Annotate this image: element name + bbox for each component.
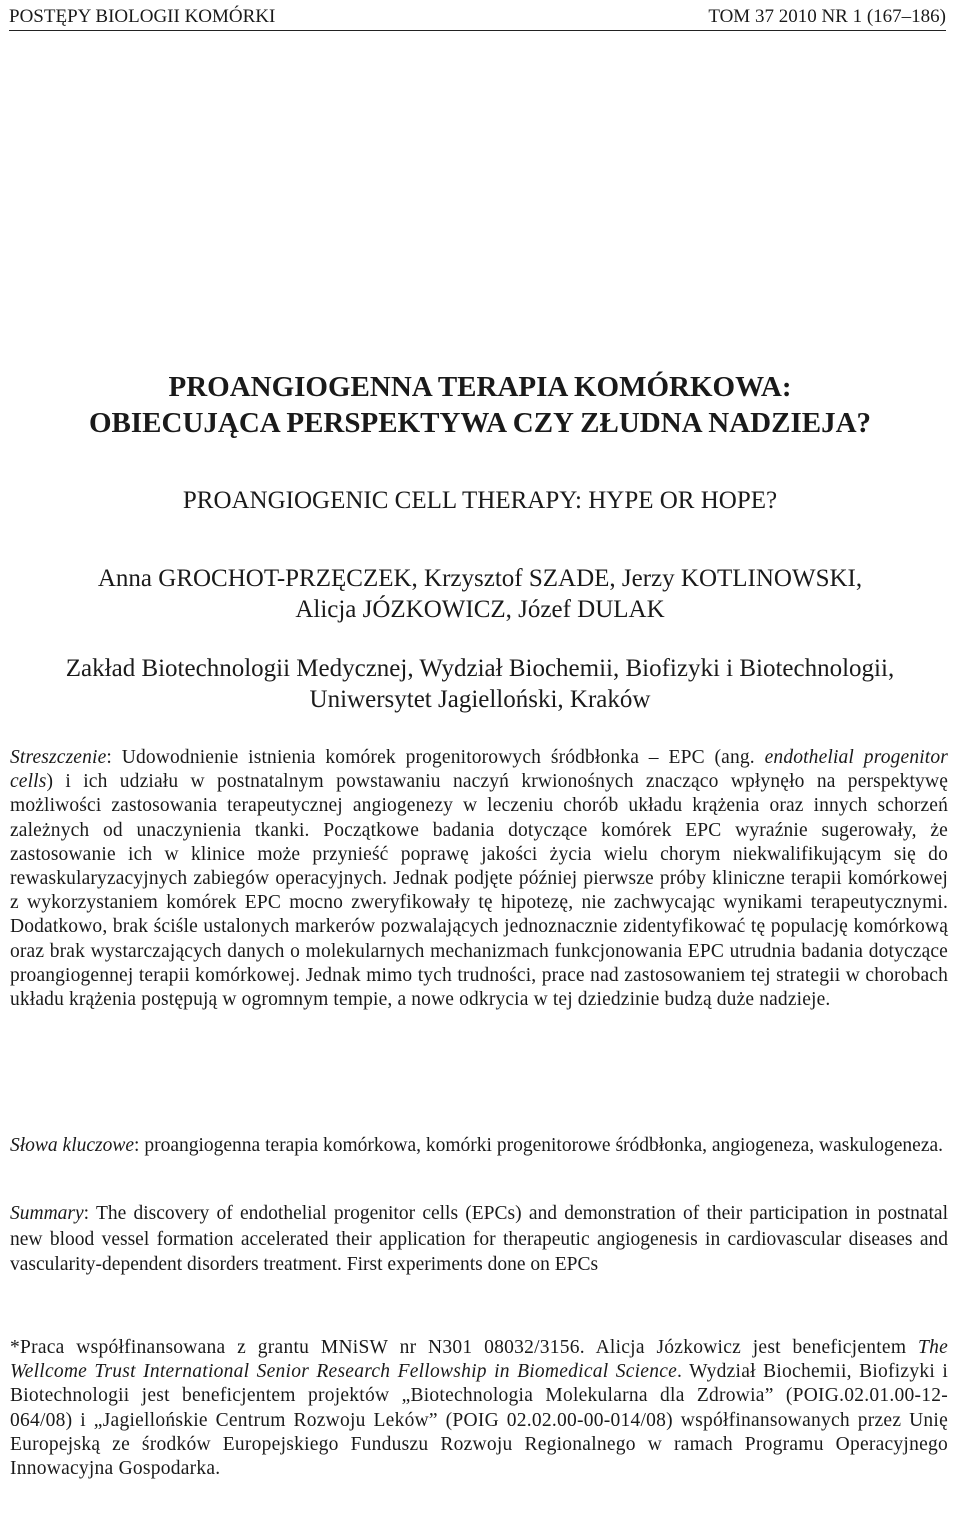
english-title: PROANGIOGENIC CELL THERAPY: HYPE OR HOPE? <box>182 487 778 514</box>
abstract-text-1: : Udowodnienie istnienia komórek progenitorowych śródbłonka – EPC (ang. <box>106 747 765 768</box>
authors-line-2: Alicja JÓZKOWICZ, Józef DULAK <box>295 596 665 623</box>
summary-text: : The discovery of endothelial progenitor cells (EPCs) and demonstration of their participation in postnatal new blood vessel formation accelerated their application for therapeutic angiogenesis in cardiovascular diseases and vascularity-dependent disorders treatment. First experiments done on EPCs <box>10 1203 948 1275</box>
title-line-1: PROANGIOGENNA TERAPIA KOMÓRKOWA: <box>168 371 792 403</box>
title-line-2: OBIECUJĄCA PERSPEKTYWA CZY ZŁUDNA NADZIEJA? <box>88 407 872 439</box>
abstract-italic-term: endothelial progenitor cells <box>10 747 948 793</box>
affiliation <box>0 653 960 715</box>
footnote-text-1: *Praca współfinansowana z grantu MNiSW nr N301 08032/3156. Alicja Józkowicz jest beneficjentem <box>10 1337 918 1358</box>
keywords <box>10 1134 948 1158</box>
keywords-label: Słowa kluczowe <box>10 1135 135 1156</box>
running-header <box>9 6 946 31</box>
article-title <box>0 369 960 441</box>
funding-footnote <box>10 1336 948 1481</box>
summary-en <box>10 1201 948 1278</box>
abstract-text-2: ) i ich udziału w postnatalnym powstawaniu naczyń krwionośnych znacząco wpłynęło na perspektywę możliwości zastosowania terapeutycznej angiogenezy w leczeniu chorób układu krążenia oraz innych schorzeń zależnych od unaczynienia tkanki. Początkowe badania dotyczące komórek EPC wyraźnie sugerowały, że zastosowanie ich w klinice może przynieść poprawę jakości życia wielu chorym niekwalifikującym się do rewaskularyzacyjnych zabiegów operacyjnych. Jednak podjęte później pierwsze próby kliniczne terapii komórkowej z wykorzystaniem komórek EPC mocno zweryfikowały tę hipotezę, nie zachwycając wynikami terapeutycznymi. Dodatkowo, brak ściśle ustalonych markerów pozwalających jednoznacznie zidentyfikować tę populację komórkową oraz brak wystarczających danych o molekularnych mechanizmach funkcjonowania EPC utrudnia badania dotyczące proangiogennej terapii komórkowej. Jednak mimo tych trudności, prace nad zastosowaniem tej strategii w chorobach układu krążenia postępują w ogromnym tempie, a nowe odkrycia w tej dziedzinie budzą duże nadzieje. <box>10 771 948 1011</box>
affiliation-line-2: Uniwersytet Jagielloński, Kraków <box>309 686 651 713</box>
affiliation-line-1: Zakład Biotechnologii Medycznej, Wydział Biochemii, Biofizyki i Biotechnologii, <box>65 655 895 682</box>
journal-name: POSTĘPY BIOLOGII KOMÓRKI <box>9 6 276 27</box>
volume-info: TOM 37 2010 NR 1 (167–186) <box>708 6 946 27</box>
footnote-italic: The Wellcome Trust International Senior Research Fellowship in Biomedical Science <box>10 1337 948 1383</box>
abstract-pl <box>10 746 948 1012</box>
authors <box>0 563 960 625</box>
keywords-text: : proangiogenna terapia komórkowa, komórki progenitorowe śródbłonka, angiogeneza, waskulogeneza. <box>134 1135 944 1156</box>
authors-line-1: Anna GROCHOT-PRZĘCZEK, Krzysztof SZADE, Jerzy KOTLINOWSKI, <box>97 565 863 592</box>
abstract-label: Streszczenie <box>10 747 107 768</box>
summary-label: Summary <box>10 1203 84 1224</box>
footnote-text-2: . Wydział Biochemii, Biofizyki i Biotechnologii jest beneficjentem projektów „Biotechnologia Molekularna dla Zdrowia” (POIG.02.01.00-12-064/08) i „Jagiellońskie Centrum Rozwoju Leków” (POIG 02.02.00-00-014/08) współfinansowanych przez Unię Europejską ze środków Europejskiego Funduszu Rozwoju Regionalnego w ramach Programu Operacyjnego Innowacyjna Gospodarka. <box>10 1361 948 1480</box>
